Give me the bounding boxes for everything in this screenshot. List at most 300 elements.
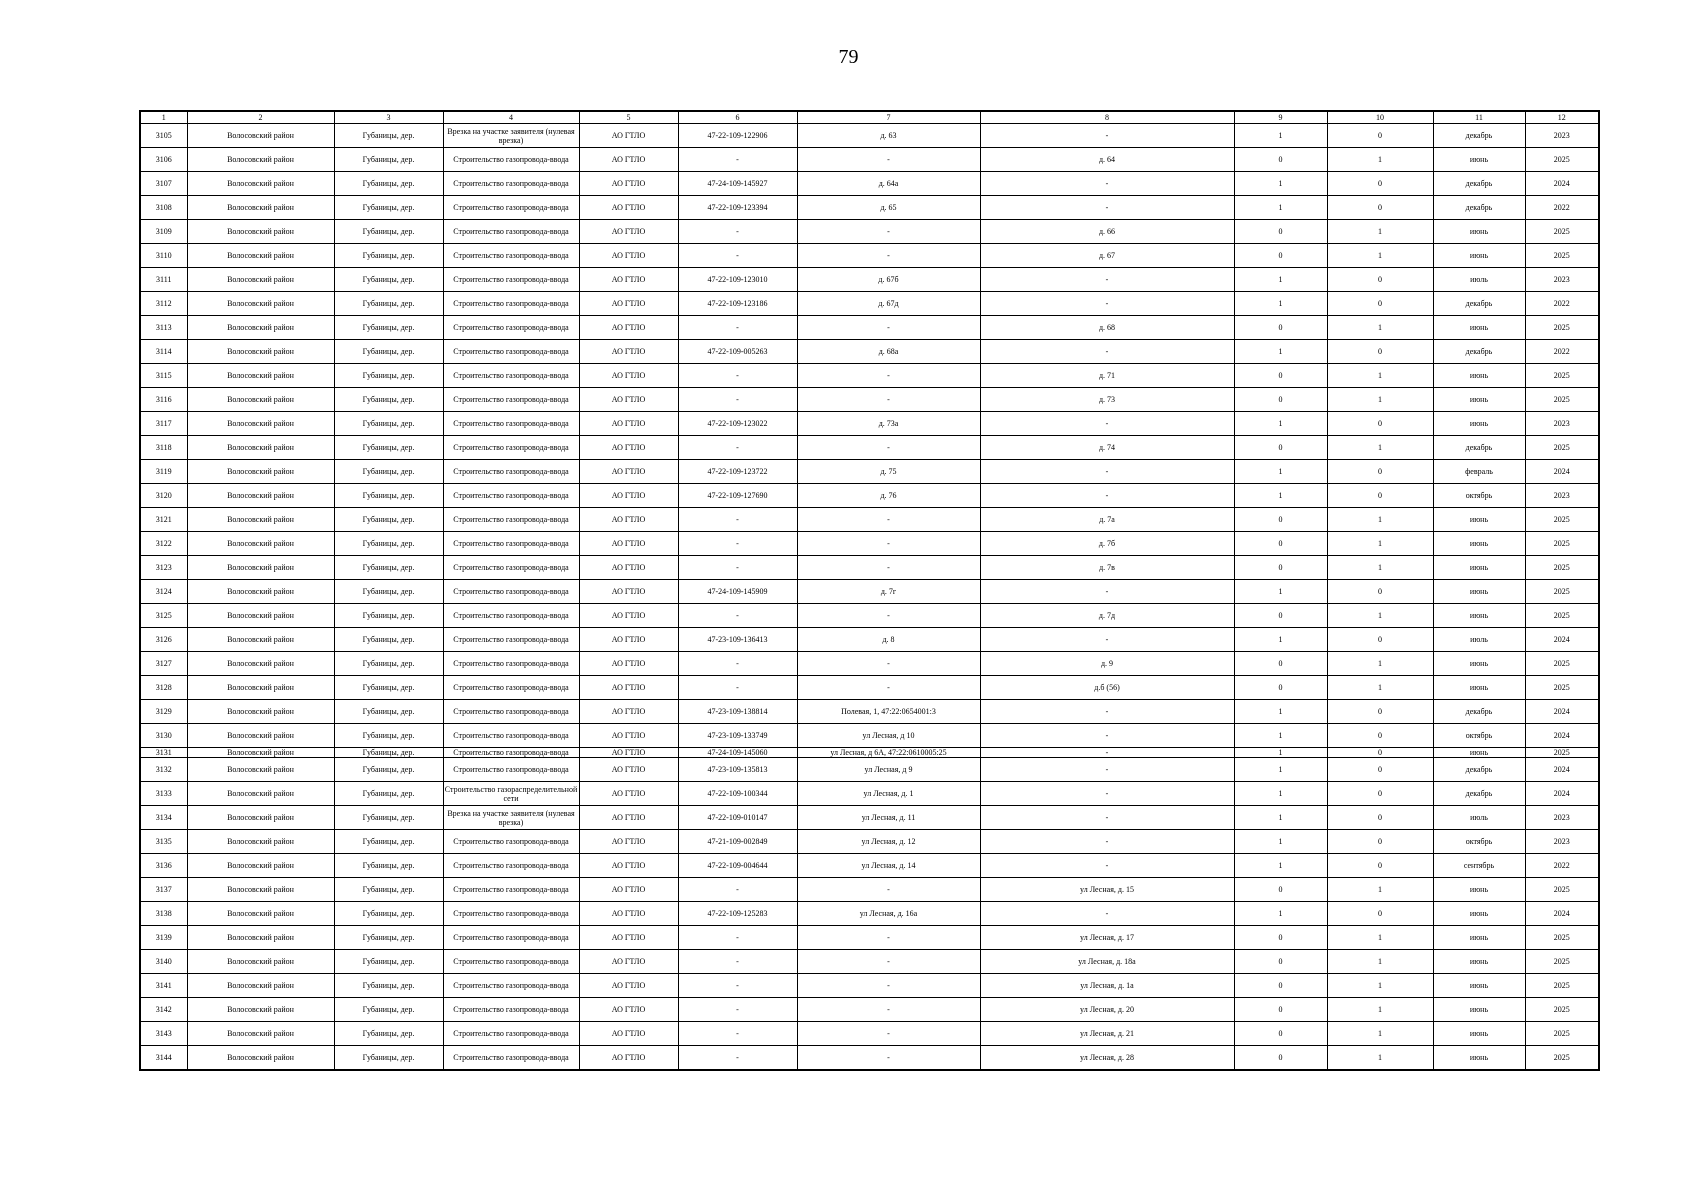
- cell-settlement: Губаницы, дер.: [334, 998, 443, 1022]
- cell-settlement: Губаницы, дер.: [334, 412, 443, 436]
- cell-count-without-application: 1: [1327, 974, 1433, 998]
- cell-work-type: Строительство газопровода-ввода: [443, 268, 579, 292]
- cell-count-without-application: 0: [1327, 724, 1433, 748]
- cell-month: июль: [1433, 628, 1525, 652]
- cell-year: 2025: [1525, 436, 1599, 460]
- table-row: [140, 268, 1599, 292]
- cell-address-without-application: -: [980, 806, 1234, 830]
- cell-work-type: Строительство газопровода-ввода: [443, 292, 579, 316]
- cell-work-type: Строительство газопровода-ввода: [443, 388, 579, 412]
- cell-organization: АО ГТЛО: [579, 292, 678, 316]
- cell-month: июнь: [1433, 902, 1525, 926]
- cell-year: 2025: [1525, 388, 1599, 412]
- cell-application-number: -: [678, 926, 797, 950]
- cell-count-with-application: 1: [1234, 484, 1327, 508]
- cell-address-with-application: д. 7г: [797, 580, 980, 604]
- cell-address-without-application: -: [980, 460, 1234, 484]
- table-row: [140, 484, 1599, 508]
- cell-address-with-application: -: [797, 532, 980, 556]
- cell-work-type: Строительство газопровода-ввода: [443, 1046, 579, 1071]
- cell-count-with-application: 1: [1234, 628, 1327, 652]
- cell-organization: АО ГТЛО: [579, 460, 678, 484]
- cell-work-type: Строительство газопровода-ввода: [443, 700, 579, 724]
- cell-count-without-application: 1: [1327, 316, 1433, 340]
- cell-address-without-application: д. 9: [980, 652, 1234, 676]
- cell-year: 2022: [1525, 292, 1599, 316]
- cell-address-with-application: -: [797, 388, 980, 412]
- cell-application-number: -: [678, 652, 797, 676]
- cell-address-with-application: д. 73а: [797, 412, 980, 436]
- cell-application-number: 47-22-109-100344: [678, 782, 797, 806]
- cell-address-without-application: -: [980, 700, 1234, 724]
- cell-address-without-application: -: [980, 172, 1234, 196]
- cell-month: декабрь: [1433, 436, 1525, 460]
- cell-district: Волосовский район: [187, 124, 334, 148]
- cell-address-with-application: ул Лесная, д. 16а: [797, 902, 980, 926]
- cell-row-number: 3106: [140, 148, 187, 172]
- cell-organization: АО ГТЛО: [579, 124, 678, 148]
- cell-year: 2025: [1525, 926, 1599, 950]
- cell-work-type: Врезка на участке заявителя (нулевая врезка): [443, 124, 579, 148]
- cell-address-without-application: -: [980, 196, 1234, 220]
- gas-connection-table-container: [139, 110, 1598, 1071]
- cell-organization: АО ГТЛО: [579, 268, 678, 292]
- cell-month: декабрь: [1433, 340, 1525, 364]
- cell-month: октябрь: [1433, 830, 1525, 854]
- cell-district: Волосовский район: [187, 508, 334, 532]
- cell-month: июнь: [1433, 556, 1525, 580]
- cell-month: декабрь: [1433, 172, 1525, 196]
- cell-count-without-application: 1: [1327, 1022, 1433, 1046]
- cell-row-number: 3124: [140, 580, 187, 604]
- cell-count-with-application: 0: [1234, 1046, 1327, 1071]
- table-header-row: [140, 111, 1599, 124]
- cell-month: июнь: [1433, 878, 1525, 902]
- cell-organization: АО ГТЛО: [579, 782, 678, 806]
- cell-year: 2024: [1525, 782, 1599, 806]
- cell-count-with-application: 1: [1234, 340, 1327, 364]
- cell-address-without-application: ул Лесная, д. 28: [980, 1046, 1234, 1071]
- cell-address-with-application: ул Лесная, д 9: [797, 758, 980, 782]
- table-row: [140, 628, 1599, 652]
- table-row: [140, 508, 1599, 532]
- cell-month: июнь: [1433, 412, 1525, 436]
- cell-organization: АО ГТЛО: [579, 604, 678, 628]
- cell-address-with-application: ул Лесная, д 10: [797, 724, 980, 748]
- cell-settlement: Губаницы, дер.: [334, 316, 443, 340]
- cell-count-without-application: 1: [1327, 532, 1433, 556]
- cell-count-with-application: 1: [1234, 196, 1327, 220]
- cell-district: Волосовский район: [187, 926, 334, 950]
- cell-address-without-application: д. 68: [980, 316, 1234, 340]
- cell-count-without-application: 0: [1327, 902, 1433, 926]
- table-row: [140, 604, 1599, 628]
- cell-address-without-application: -: [980, 748, 1234, 758]
- cell-row-number: 3133: [140, 782, 187, 806]
- table-row: [140, 124, 1599, 148]
- cell-organization: АО ГТЛО: [579, 148, 678, 172]
- cell-count-with-application: 0: [1234, 220, 1327, 244]
- table-row: [140, 902, 1599, 926]
- cell-row-number: 3135: [140, 830, 187, 854]
- cell-address-without-application: -: [980, 292, 1234, 316]
- cell-address-with-application: -: [797, 556, 980, 580]
- cell-work-type: Строительство газопровода-ввода: [443, 758, 579, 782]
- cell-district: Волосовский район: [187, 782, 334, 806]
- cell-district: Волосовский район: [187, 748, 334, 758]
- cell-settlement: Губаницы, дер.: [334, 628, 443, 652]
- cell-month: июнь: [1433, 950, 1525, 974]
- cell-work-type: Строительство газопровода-ввода: [443, 484, 579, 508]
- cell-month: июнь: [1433, 652, 1525, 676]
- cell-row-number: 3138: [140, 902, 187, 926]
- cell-count-with-application: 1: [1234, 854, 1327, 878]
- cell-settlement: Губаницы, дер.: [334, 700, 443, 724]
- cell-address-with-application: -: [797, 878, 980, 902]
- cell-organization: АО ГТЛО: [579, 652, 678, 676]
- cell-district: Волосовский район: [187, 758, 334, 782]
- cell-month: июнь: [1433, 926, 1525, 950]
- column-header-11: 11: [1433, 111, 1525, 124]
- table-row: [140, 340, 1599, 364]
- cell-settlement: Губаницы, дер.: [334, 388, 443, 412]
- cell-district: Волосовский район: [187, 724, 334, 748]
- cell-row-number: 3110: [140, 244, 187, 268]
- cell-count-with-application: 0: [1234, 532, 1327, 556]
- cell-count-with-application: 0: [1234, 676, 1327, 700]
- cell-count-without-application: 1: [1327, 1046, 1433, 1071]
- cell-month: декабрь: [1433, 124, 1525, 148]
- column-header-6: 6: [678, 111, 797, 124]
- cell-settlement: Губаницы, дер.: [334, 580, 443, 604]
- cell-address-without-application: -: [980, 854, 1234, 878]
- cell-address-with-application: -: [797, 652, 980, 676]
- cell-district: Волосовский район: [187, 292, 334, 316]
- cell-year: 2024: [1525, 758, 1599, 782]
- cell-row-number: 3134: [140, 806, 187, 830]
- cell-row-number: 3125: [140, 604, 187, 628]
- cell-district: Волосовский район: [187, 830, 334, 854]
- cell-district: Волосовский район: [187, 244, 334, 268]
- cell-work-type: Строительство газопровода-ввода: [443, 460, 579, 484]
- cell-row-number: 3119: [140, 460, 187, 484]
- table-row: [140, 782, 1599, 806]
- cell-address-without-application: д. 7д: [980, 604, 1234, 628]
- cell-count-without-application: 1: [1327, 652, 1433, 676]
- table-row: [140, 700, 1599, 724]
- cell-address-with-application: -: [797, 950, 980, 974]
- cell-settlement: Губаницы, дер.: [334, 878, 443, 902]
- cell-district: Волосовский район: [187, 412, 334, 436]
- cell-count-with-application: 1: [1234, 782, 1327, 806]
- cell-application-number: -: [678, 220, 797, 244]
- cell-count-without-application: 1: [1327, 878, 1433, 902]
- cell-month: сентябрь: [1433, 854, 1525, 878]
- cell-settlement: Губаницы, дер.: [334, 604, 443, 628]
- cell-row-number: 3118: [140, 436, 187, 460]
- cell-application-number: -: [678, 508, 797, 532]
- cell-row-number: 3128: [140, 676, 187, 700]
- column-header-7: 7: [797, 111, 980, 124]
- cell-address-with-application: д. 75: [797, 460, 980, 484]
- cell-application-number: 47-23-109-133749: [678, 724, 797, 748]
- cell-settlement: Губаницы, дер.: [334, 926, 443, 950]
- cell-year: 2022: [1525, 854, 1599, 878]
- cell-application-number: -: [678, 316, 797, 340]
- cell-count-with-application: 1: [1234, 724, 1327, 748]
- cell-count-with-application: 1: [1234, 700, 1327, 724]
- cell-address-without-application: д. 7в: [980, 556, 1234, 580]
- cell-organization: АО ГТЛО: [579, 830, 678, 854]
- cell-work-type: Строительство газопровода-ввода: [443, 998, 579, 1022]
- cell-year: 2025: [1525, 652, 1599, 676]
- cell-application-number: 47-22-109-127690: [678, 484, 797, 508]
- cell-settlement: Губаницы, дер.: [334, 806, 443, 830]
- cell-year: 2023: [1525, 412, 1599, 436]
- cell-year: 2025: [1525, 748, 1599, 758]
- cell-row-number: 3109: [140, 220, 187, 244]
- cell-month: июль: [1433, 806, 1525, 830]
- cell-count-without-application: 0: [1327, 830, 1433, 854]
- cell-month: июнь: [1433, 676, 1525, 700]
- cell-organization: АО ГТЛО: [579, 508, 678, 532]
- cell-month: декабрь: [1433, 782, 1525, 806]
- cell-address-without-application: -: [980, 580, 1234, 604]
- cell-district: Волосовский район: [187, 1022, 334, 1046]
- cell-row-number: 3131: [140, 748, 187, 758]
- cell-count-with-application: 0: [1234, 998, 1327, 1022]
- cell-count-without-application: 0: [1327, 172, 1433, 196]
- cell-month: июнь: [1433, 244, 1525, 268]
- cell-year: 2025: [1525, 580, 1599, 604]
- cell-application-number: -: [678, 1046, 797, 1071]
- cell-count-without-application: 0: [1327, 806, 1433, 830]
- cell-application-number: 47-24-109-145060: [678, 748, 797, 758]
- cell-application-number: -: [678, 244, 797, 268]
- cell-application-number: -: [678, 532, 797, 556]
- table-row: [140, 950, 1599, 974]
- cell-count-without-application: 1: [1327, 244, 1433, 268]
- cell-application-number: 47-23-109-136413: [678, 628, 797, 652]
- cell-month: июнь: [1433, 1046, 1525, 1071]
- cell-district: Волосовский район: [187, 652, 334, 676]
- cell-year: 2025: [1525, 532, 1599, 556]
- cell-month: июнь: [1433, 748, 1525, 758]
- cell-address-with-application: -: [797, 436, 980, 460]
- cell-month: июнь: [1433, 508, 1525, 532]
- cell-year: 2024: [1525, 700, 1599, 724]
- cell-count-without-application: 0: [1327, 196, 1433, 220]
- cell-row-number: 3116: [140, 388, 187, 412]
- cell-organization: АО ГТЛО: [579, 902, 678, 926]
- cell-application-number: -: [678, 878, 797, 902]
- cell-application-number: 47-22-109-005263: [678, 340, 797, 364]
- table-row: [140, 412, 1599, 436]
- cell-address-with-application: -: [797, 508, 980, 532]
- cell-row-number: 3117: [140, 412, 187, 436]
- cell-count-with-application: 0: [1234, 926, 1327, 950]
- column-header-5: 5: [579, 111, 678, 124]
- cell-count-with-application: 1: [1234, 902, 1327, 926]
- column-header-2: 2: [187, 111, 334, 124]
- cell-settlement: Губаницы, дер.: [334, 268, 443, 292]
- cell-application-number: -: [678, 950, 797, 974]
- cell-address-with-application: д. 64а: [797, 172, 980, 196]
- cell-district: Волосовский район: [187, 172, 334, 196]
- cell-work-type: Строительство газопровода-ввода: [443, 676, 579, 700]
- cell-count-without-application: 1: [1327, 364, 1433, 388]
- table-row: [140, 148, 1599, 172]
- cell-count-with-application: 1: [1234, 460, 1327, 484]
- cell-district: Волосовский район: [187, 340, 334, 364]
- cell-address-without-application: д. 7а: [980, 508, 1234, 532]
- cell-month: декабрь: [1433, 758, 1525, 782]
- cell-address-with-application: ул Лесная, д. 12: [797, 830, 980, 854]
- cell-address-without-application: д.б (56): [980, 676, 1234, 700]
- cell-work-type: Строительство газопровода-ввода: [443, 340, 579, 364]
- cell-district: Волосовский район: [187, 532, 334, 556]
- cell-district: Волосовский район: [187, 998, 334, 1022]
- cell-work-type: Строительство газопровода-ввода: [443, 364, 579, 388]
- cell-count-with-application: 1: [1234, 806, 1327, 830]
- cell-address-with-application: -: [797, 676, 980, 700]
- cell-count-without-application: 0: [1327, 782, 1433, 806]
- cell-address-without-application: ул Лесная, д. 20: [980, 998, 1234, 1022]
- cell-year: 2025: [1525, 950, 1599, 974]
- cell-count-with-application: 0: [1234, 364, 1327, 388]
- cell-work-type: Строительство газопровода-ввода: [443, 196, 579, 220]
- cell-month: июнь: [1433, 580, 1525, 604]
- cell-month: июнь: [1433, 316, 1525, 340]
- cell-district: Волосовский район: [187, 196, 334, 220]
- cell-organization: АО ГТЛО: [579, 580, 678, 604]
- cell-count-without-application: 0: [1327, 268, 1433, 292]
- cell-organization: АО ГТЛО: [579, 532, 678, 556]
- cell-year: 2025: [1525, 676, 1599, 700]
- cell-settlement: Губаницы, дер.: [334, 782, 443, 806]
- cell-organization: АО ГТЛО: [579, 436, 678, 460]
- cell-count-with-application: 0: [1234, 436, 1327, 460]
- cell-work-type: Врезка на участке заявителя (нулевая врезка): [443, 806, 579, 830]
- cell-work-type: Строительство газопровода-ввода: [443, 220, 579, 244]
- cell-application-number: -: [678, 604, 797, 628]
- cell-address-with-application: д. 76: [797, 484, 980, 508]
- table-row: [140, 388, 1599, 412]
- cell-organization: АО ГТЛО: [579, 1022, 678, 1046]
- cell-address-without-application: -: [980, 724, 1234, 748]
- cell-row-number: 3130: [140, 724, 187, 748]
- cell-application-number: -: [678, 998, 797, 1022]
- cell-year: 2025: [1525, 878, 1599, 902]
- cell-organization: АО ГТЛО: [579, 484, 678, 508]
- table-row: [140, 460, 1599, 484]
- cell-count-without-application: 1: [1327, 556, 1433, 580]
- cell-work-type: Строительство газопровода-ввода: [443, 508, 579, 532]
- cell-address-without-application: -: [980, 124, 1234, 148]
- cell-address-with-application: д. 67б: [797, 268, 980, 292]
- cell-work-type: Строительство газопровода-ввода: [443, 1022, 579, 1046]
- table-row: [140, 676, 1599, 700]
- table-row: [140, 532, 1599, 556]
- cell-district: Волосовский район: [187, 436, 334, 460]
- cell-district: Волосовский район: [187, 950, 334, 974]
- cell-address-with-application: ул Лесная, д. 1: [797, 782, 980, 806]
- cell-work-type: Строительство газопровода-ввода: [443, 580, 579, 604]
- cell-application-number: 47-22-109-123010: [678, 268, 797, 292]
- cell-district: Волосовский район: [187, 1046, 334, 1071]
- table-row: [140, 220, 1599, 244]
- cell-month: июнь: [1433, 148, 1525, 172]
- cell-address-with-application: -: [797, 1022, 980, 1046]
- cell-settlement: Губаницы, дер.: [334, 196, 443, 220]
- cell-year: 2023: [1525, 268, 1599, 292]
- cell-work-type: Строительство газопровода-ввода: [443, 902, 579, 926]
- cell-application-number: 47-23-109-135813: [678, 758, 797, 782]
- table-row: [140, 854, 1599, 878]
- cell-work-type: Строительство газопровода-ввода: [443, 532, 579, 556]
- table-row: [140, 436, 1599, 460]
- cell-organization: АО ГТЛО: [579, 974, 678, 998]
- cell-row-number: 3120: [140, 484, 187, 508]
- cell-year: 2025: [1525, 604, 1599, 628]
- cell-settlement: Губаницы, дер.: [334, 148, 443, 172]
- cell-work-type: Строительство газопровода-ввода: [443, 316, 579, 340]
- table-row: [140, 1022, 1599, 1046]
- cell-settlement: Губаницы, дер.: [334, 436, 443, 460]
- cell-address-without-application: д. 66: [980, 220, 1234, 244]
- cell-work-type: Строительство газопровода-ввода: [443, 436, 579, 460]
- cell-year: 2022: [1525, 196, 1599, 220]
- cell-year: 2025: [1525, 998, 1599, 1022]
- cell-year: 2025: [1525, 316, 1599, 340]
- column-header-4: 4: [443, 111, 579, 124]
- table-row: [140, 926, 1599, 950]
- cell-work-type: Строительство газопровода-ввода: [443, 926, 579, 950]
- cell-row-number: 3105: [140, 124, 187, 148]
- cell-count-without-application: 0: [1327, 292, 1433, 316]
- cell-row-number: 3141: [140, 974, 187, 998]
- cell-work-type: Строительство газопровода-ввода: [443, 628, 579, 652]
- table-row: [140, 556, 1599, 580]
- cell-row-number: 3129: [140, 700, 187, 724]
- cell-work-type: Строительство газопровода-ввода: [443, 748, 579, 758]
- cell-address-with-application: -: [797, 1046, 980, 1071]
- cell-count-without-application: 1: [1327, 220, 1433, 244]
- cell-district: Волосовский район: [187, 484, 334, 508]
- cell-work-type: Строительство газопровода-ввода: [443, 604, 579, 628]
- table-row: [140, 244, 1599, 268]
- table-row: [140, 878, 1599, 902]
- table-row: [140, 172, 1599, 196]
- cell-count-with-application: 1: [1234, 412, 1327, 436]
- table-row: [140, 724, 1599, 748]
- table-row: [140, 974, 1599, 998]
- cell-settlement: Губаницы, дер.: [334, 484, 443, 508]
- cell-application-number: 47-22-109-010147: [678, 806, 797, 830]
- cell-month: декабрь: [1433, 292, 1525, 316]
- cell-count-with-application: 0: [1234, 604, 1327, 628]
- cell-address-without-application: -: [980, 782, 1234, 806]
- column-header-10: 10: [1327, 111, 1433, 124]
- cell-row-number: 3122: [140, 532, 187, 556]
- cell-year: 2025: [1525, 364, 1599, 388]
- cell-application-number: 47-22-109-123186: [678, 292, 797, 316]
- cell-work-type: Строительство газопровода-ввода: [443, 148, 579, 172]
- cell-district: Волосовский район: [187, 806, 334, 830]
- cell-settlement: Губаницы, дер.: [334, 830, 443, 854]
- cell-row-number: 3121: [140, 508, 187, 532]
- cell-work-type: Строительство газопровода-ввода: [443, 950, 579, 974]
